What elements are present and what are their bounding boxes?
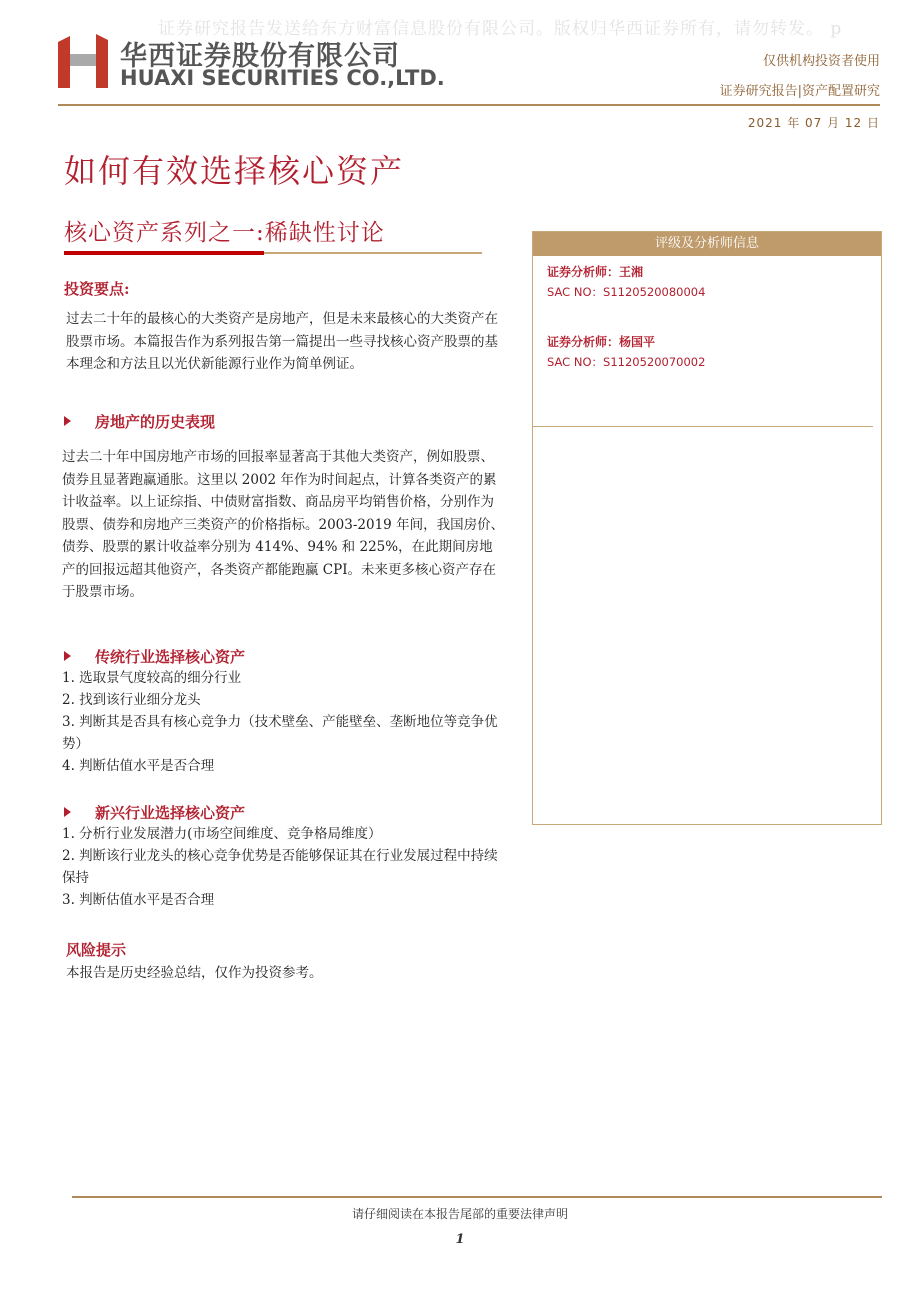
section-heading-traditional: 传统行业选择核心资产 [64, 646, 245, 667]
legal-notice: 请仔细阅读在本报告尾部的重要法律声明 [351, 1207, 568, 1221]
list-item: 1. 分析行业发展潜力(市场空间维度、竞争格局维度） [62, 826, 382, 842]
huaxi-logo [58, 34, 108, 88]
panel-divider [533, 426, 873, 427]
watermark: 证券研究报告发送给东方财富信息股份有限公司。版权归华西证券所有，请勿转发。 p [158, 19, 843, 39]
section-heading-real-estate: 房地产的历史表现 [64, 411, 215, 432]
summary-text: 过去二十年的最核心的大类资产是房地产，但是未来最核心的大类资产在股票市场。本篇报告作为系列报告第一篇提出一些寻找核心资产股票的基本理念和方法且以光伏新能源行业作为简单例证。 [66, 311, 498, 372]
list-item: 3. 判断估值水平是否合理 [62, 892, 215, 908]
analyst-entry [547, 332, 705, 372]
footer-divider [72, 1196, 882, 1198]
list-item: 4. 判断估值水平是否合理 [62, 758, 215, 774]
list-item: 3. 判断其是否具有核心竞争力（技术壁垒、产能壁垒、垄断地位等竞争优势） [62, 714, 498, 752]
list-item: 2. 找到该行业细分龙头 [62, 692, 201, 708]
bullet-triangle-icon [64, 416, 71, 426]
analyst-sac: SAC NO：S1120520080004 [547, 285, 706, 299]
summary-heading: 投资要点: [64, 280, 130, 298]
section-heading-emerging: 新兴行业选择核心资产 [64, 802, 245, 823]
analyst-entry [547, 262, 705, 302]
risk-text: 本报告是历史经验总结，仅作为投资参考。 [66, 965, 323, 981]
bullet-triangle-icon [64, 807, 71, 817]
subtitle-underline-gold [264, 252, 482, 254]
header-divider [58, 104, 880, 106]
company-name-cn: 华西证券股份有限公司 [120, 41, 400, 72]
report-subtitle: 核心资产系列之一:稀缺性讨论 [64, 220, 385, 246]
list-item: 1. 选取景气度较高的细分行业 [62, 670, 242, 686]
analyst-name: 证券分析师：杨国平 [547, 335, 656, 349]
report-title: 如何有效选择核心资产 [64, 152, 405, 190]
analyst-sac: SAC NO：S1120520070002 [547, 355, 706, 369]
analyst-info-panel [532, 231, 882, 825]
subtitle-underline-red [64, 251, 264, 255]
analyst-name: 证券分析师：王湘 [547, 265, 644, 279]
traditional-steps-list [62, 667, 502, 777]
page-number: 1 [455, 1232, 465, 1247]
bullet-triangle-icon [64, 651, 71, 661]
emerging-steps-list [62, 823, 502, 911]
audience-note: 仅供机构投资者使用 [762, 54, 880, 69]
report-type: 证券研究报告|资产配置研究 [719, 84, 880, 99]
company-name-en: HUAXI SECURITIES CO.,LTD. [120, 66, 445, 90]
report-date: 2021 年 07 月 12 日 [747, 116, 880, 130]
section-text-real-estate: 过去二十年中国房地产市场的回报率显著高于其他大类资产，例如股票、债券且显著跑赢通胀。这里以 2002 年作为时间起点，计算各类资产的累计收益率。以上证综指、中债财富指数、商品房平均销售价格，分别作为股票、债券和房地产三类资产的价格指标。2003-2019 年间，我国房价、债券、股票的累计收益率分别为 414%、94% 和 225%，在此期间房地产的回报远超其他资产，各类资产都能跑赢 CPI。未来更多核心资产存在于股票市场。 [62, 449, 505, 600]
panel-heading: 评级及分析师信息 [533, 232, 881, 256]
risk-heading: 风险提示 [66, 941, 127, 959]
list-item: 2. 判断该行业龙头的核心竞争优势是否能够保证其在行业发展过程中持续保持 [62, 848, 498, 886]
